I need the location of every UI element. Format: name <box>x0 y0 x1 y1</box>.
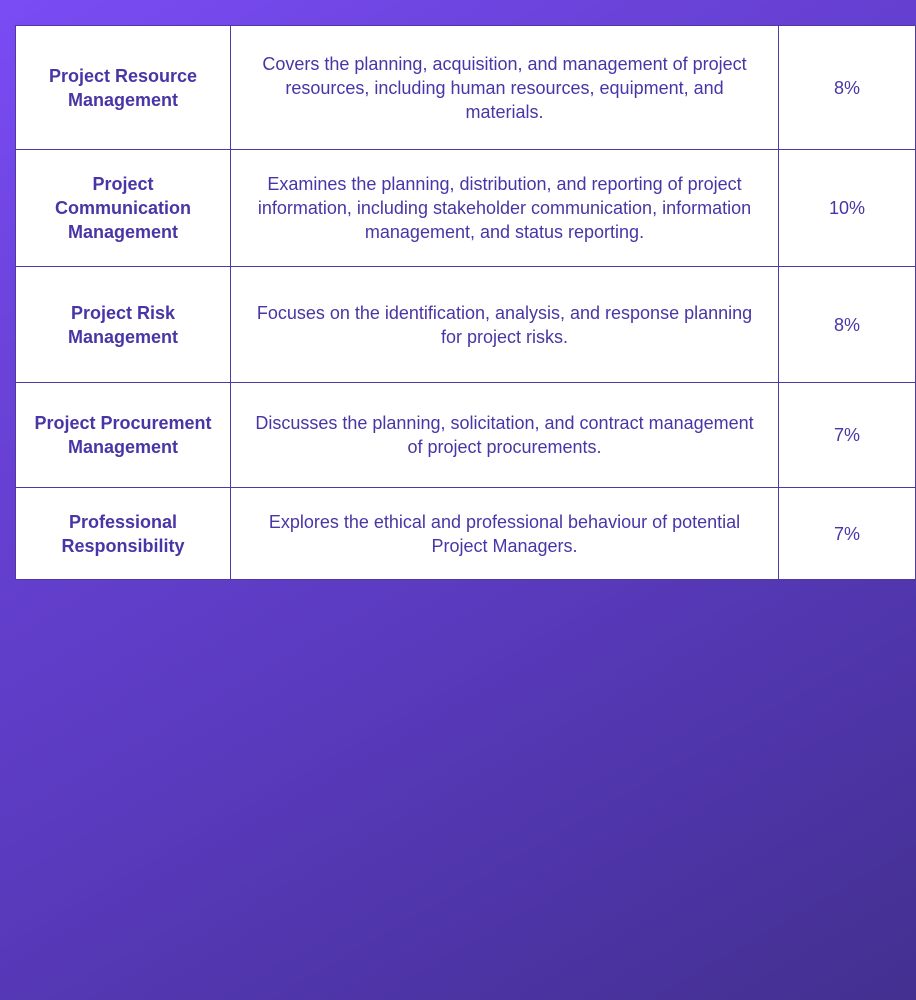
domain-name-cell: Professional Responsibility <box>16 488 231 580</box>
domain-name-cell: Project Communication Management <box>16 150 231 267</box>
exam-domain-table <box>15 25 916 580</box>
domain-weight-cell: 8% <box>779 267 916 383</box>
domain-name-cell: Project Resource Management <box>16 26 231 150</box>
domain-description-cell: Discusses the planning, solicitation, and contract management of project procurements. <box>231 383 779 488</box>
domain-description-cell: Explores the ethical and professional behaviour of potential Project Managers. <box>231 488 779 580</box>
domain-weight-cell: 8% <box>779 26 916 150</box>
domain-weight-cell: 7% <box>779 488 916 580</box>
domain-description-cell: Examines the planning, distribution, and reporting of project information, including stakeholder communication, information management, and status reporting. <box>231 150 779 267</box>
exam-domain-table-container <box>15 25 866 580</box>
domain-description-cell: Focuses on the identification, analysis, and response planning for project risks. <box>231 267 779 383</box>
domain-weight-cell: 7% <box>779 383 916 488</box>
domain-weight-cell: 10% <box>779 150 916 267</box>
table-row <box>16 26 916 150</box>
table-row <box>16 150 916 267</box>
domain-name-cell: Project Procurement Management <box>16 383 231 488</box>
table-row <box>16 267 916 383</box>
domain-name-cell: Project Risk Management <box>16 267 231 383</box>
table-row <box>16 488 916 580</box>
domain-description-cell: Covers the planning, acquisition, and management of project resources, including human resources, equipment, and materials. <box>231 26 779 150</box>
table-row <box>16 383 916 488</box>
